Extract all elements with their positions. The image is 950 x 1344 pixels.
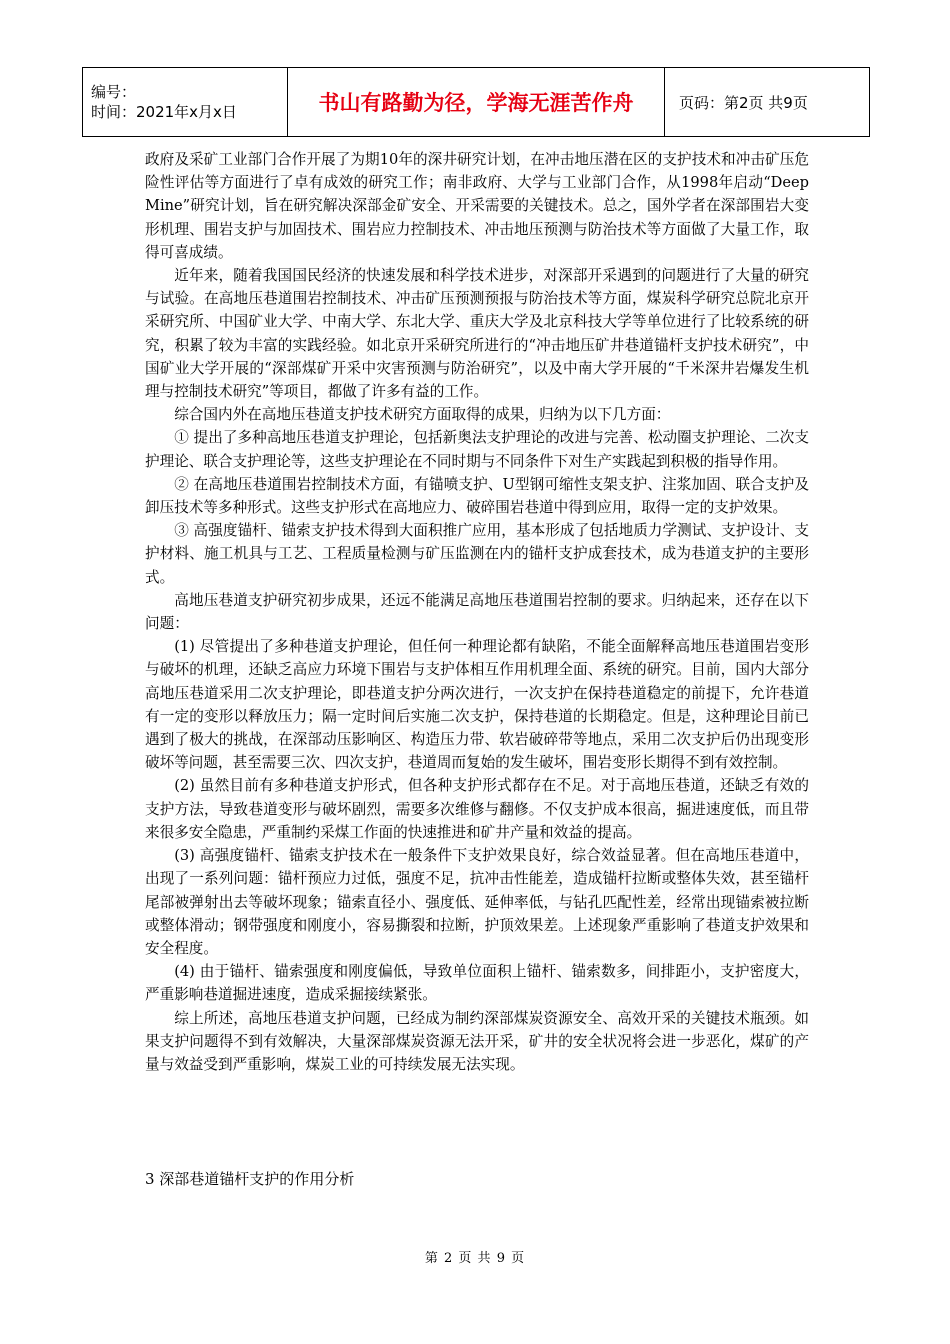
paragraph: 综合国内外在高地压巷道支护技术研究方面取得的成果，归纳为以下几方面：	[174, 406, 671, 424]
page-footer: 第 2 页 共 9 页	[424, 1251, 526, 1266]
paragraph: 近年来，随着我国国民经济的快速发展和科学技术进步，对深部开采遇到的问题进行了大量的研究与试验。在高地压巷道围岩控制技术、冲击矿压预测预报与防治技术等方面，煤炭科学研究总院北京开采研究所、中国矿业大学、中南大学、东北大学、重庆大学及北京科技大学等单位进行了比较系统的研究，积累了较为丰富的实践经验。如北京开采研究所进行的“冲击地压矿井巷道锚杆支护技术研究”，中国矿业大学开展的“深部煤矿开采中灾害预测与防治研究”，以及中南大学开展的“千米深井岩爆发生机理与控制技术研究”等项目，都做了许多有益的工作。	[145, 267, 809, 401]
list-item: (1) 尽管提出了多种巷道支护理论，但任何一种理论都有缺陷，不能全面解释高地压巷道围岩变形与破坏的机理，还缺乏高应力环境下围岩与支护体相互作用机理全面、系统的研究。目前，国内大部分高地压巷道采用二次支护理论，即巷道支护分两次进行，一次支护在保持巷道稳定的前提下，允许巷道有一定的变形以释放压力；隔一定时间后实施二次支护，保持巷道的长期稳定。但是，这种理论目前已遇到了极大的挑战，在深部动压影响区、构造压力带、软岩破碎带等地点，采用二次支护后仍出现变形破坏等问题，甚至需要三次、四次支护，巷道周而复始的发生破坏，围岩变形长期得不到有效控制。	[145, 638, 809, 772]
document-body	[145, 148, 809, 1076]
header-meta	[83, 68, 288, 137]
paragraph: 高地压巷道支护研究初步成果，还远不能满足高地压巷道围岩控制的要求。归纳起来，还存在以下问题：	[145, 591, 809, 633]
header-page: 页码：第2页 共9页	[665, 68, 870, 137]
header-motto: 书山有路勤为径，学海无涯苦作舟	[288, 68, 665, 137]
section-heading: 3 深部巷道锚杆支护的作用分析	[145, 1170, 355, 1188]
header-number: 编号：	[91, 83, 137, 101]
list-item: (4) 由于锚杆、锚索强度和刚度偏低，导致单位面积上锚杆、锚索数多，间排距小，支护密度大，严重影响巷道掘进速度，造成采掘接续紧张。	[145, 963, 809, 1004]
list-item: ① 提出了多种高地压巷道支护理论，包括新奥法支护理论的改进与完善、松动圈支护理论、二次支护理论、联合支护理论等，这些支护理论在不同时期与不同条件下对生产实践起到积极的指导作用。	[145, 429, 809, 470]
list-item: ② 在高地压巷道围岩控制技术方面，有锚喷支护、U型钢可缩性支架支护、注浆加固、联合支护及卸压技术等多种形式。这些支护形式在高地应力、破碎围岩巷道中得到应用，取得一定的支护效果。	[145, 475, 809, 517]
list-item: (2) 虽然目前有多种巷道支护形式，但各种支护形式都存在不足。对于高地压巷道，还缺乏有效的支护方法，导致巷道变形与破坏剧烈，需要多次维修与翻修。不仅支护成本很高，掘进速度低，而且带来很多安全隐患，严重制约采煤工作面的快速推进和矿井产量和效益的提高。	[145, 777, 809, 841]
paragraph: 政府及采矿工业部门合作开展了为期10年的深井研究计划，在冲击地压潜在区的支护技术和冲击矿压危险性评估等方面进行了卓有成效的研究工作；南非政府、大学与工业部门合作，从1998年启动“Deep Mine”研究计划，旨在研究解决深部金矿安全、开采需要的关键技术。总之，国外学者在深部围岩大变形机理、围岩支护与加固技术、围岩应力控制技术、冲击地压预测与防治技术等方面做了大量工作，取得可喜成绩。	[145, 151, 809, 261]
list-item: ③ 高强度锚杆、锚索支护技术得到大面积推广应用，基本形成了包括地质力学测试、支护设计、支护材料、施工机具与工艺、工程质量检测与矿压监测在内的锚杆支护成套技术，成为巷道支护的主要形式。	[145, 522, 809, 586]
page-header	[82, 67, 870, 137]
header-time: 时间：2021年x月x日	[91, 103, 237, 121]
paragraph: 综上所述，高地压巷道支护问题，已经成为制约深部煤炭资源安全、高效开采的关键技术瓶颈。如果支护问题得不到有效解决，大量深部煤炭资源无法开采，矿井的安全状况将会进一步恶化，煤矿的产量与效益受到严重影响，煤炭工业的可持续发展无法实现。	[145, 1009, 809, 1073]
list-item: (3) 高强度锚杆、锚索支护技术在一般条件下支护效果良好，综合效益显著。但在高地压巷道中，出现了一系列问题：锚杆预应力过低，强度不足，抗冲击性能差，造成锚杆拉断或整体失效，甚至锚杆尾部被弹射出去等破坏现象；锚索直径小、强度低、延伸率低，与钻孔匹配性差，经常出现锚索被拉断或整体滑动；钢带强度和刚度小，容易撕裂和拉断，护顶效果差。上述现象严重影响了巷道支护效果和安全程度。	[145, 847, 809, 957]
